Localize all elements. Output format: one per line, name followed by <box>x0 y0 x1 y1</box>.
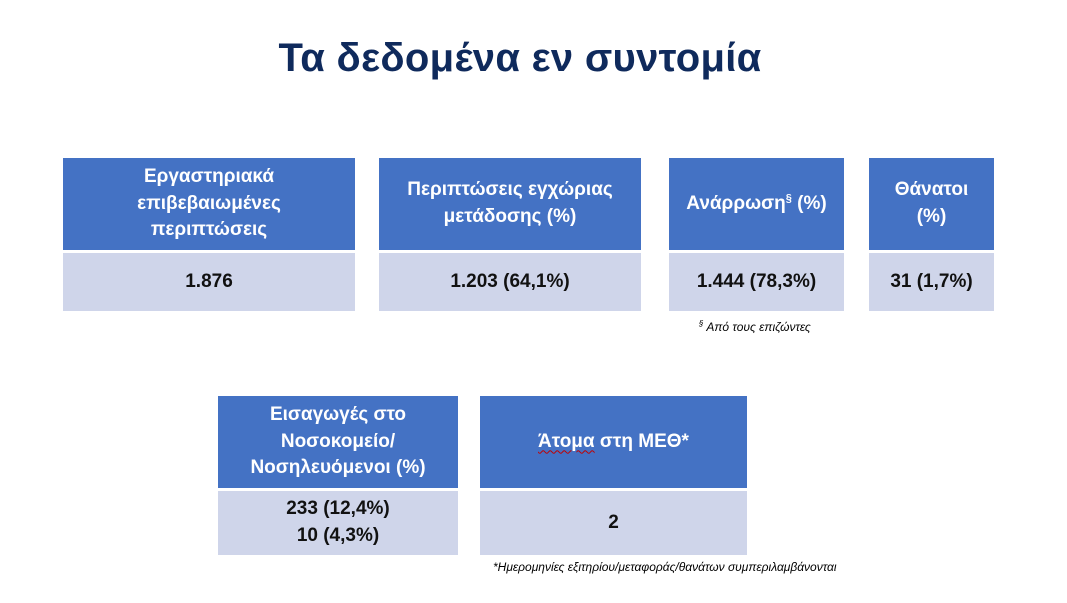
hospital-header-line: Εισαγωγές στο <box>269 404 407 426</box>
deaths-header-line: Θάνατοι <box>894 179 969 201</box>
local-transmission-header-line: μετάδοσης (%) <box>443 206 577 227</box>
confirmed-cases-header-line: περιπτώσεις <box>150 219 268 241</box>
deaths-header <box>869 158 994 250</box>
hospital-value-line: 233 (12,4%) <box>286 498 390 520</box>
recovery-header-label: Ανάρρωση <box>686 192 786 214</box>
page-title: Τα δεδομένα εν συντομία <box>278 36 762 80</box>
recovery-card <box>669 158 844 311</box>
icu-header-word: Άτομα <box>538 430 595 452</box>
hospital-header-line: Νοσοκομείο/ <box>280 430 396 452</box>
hospital-header-line: Νοσηλευόμενοι (%) <box>250 457 426 479</box>
confirmed-cases-header-line: Εργαστηριακά <box>143 166 275 188</box>
confirmed-cases-value: 1.876 <box>63 253 355 311</box>
hospital-value-line: 10 (4,3%) <box>296 525 380 546</box>
recovery-value: 1.444 (78,3%) <box>669 253 844 311</box>
confirmed-cases-header-line: επιβεβαιωμένες <box>137 192 281 214</box>
local-transmission-value: 1.203 (64,1%) <box>379 253 641 311</box>
recovery-note-text: Από τους επιζώντες <box>703 320 811 334</box>
confirmed-cases-header <box>63 158 355 250</box>
local-transmission-header-line: Περιπτώσεις εγχώριας <box>407 179 613 201</box>
recovery-note <box>699 319 811 334</box>
icu-value: 2 <box>480 491 747 555</box>
hospital-header <box>218 396 458 488</box>
icu-header-rest: στη ΜΕΘ* <box>594 430 689 452</box>
recovery-header-sup: § <box>785 192 792 205</box>
recovery-header-suffix: (%) <box>791 192 827 214</box>
recovery-header <box>669 158 844 250</box>
icu-note: *Ημερομηνίες εξιτηρίου/μεταφοράς/θανάτων συμπεριλαμβάνονται <box>493 560 837 574</box>
deaths-value: 31 (1,7%) <box>869 253 994 311</box>
deaths-card <box>869 158 994 311</box>
icu-card <box>480 396 747 555</box>
confirmed-cases-card <box>63 158 355 311</box>
local-transmission-card <box>379 158 641 311</box>
hospital-card <box>218 396 458 555</box>
icu-header <box>480 396 747 488</box>
local-transmission-header <box>379 158 641 250</box>
deaths-header-line: (%) <box>916 206 947 227</box>
hospital-value <box>218 491 458 555</box>
recovery-note-sup: § <box>699 319 704 328</box>
